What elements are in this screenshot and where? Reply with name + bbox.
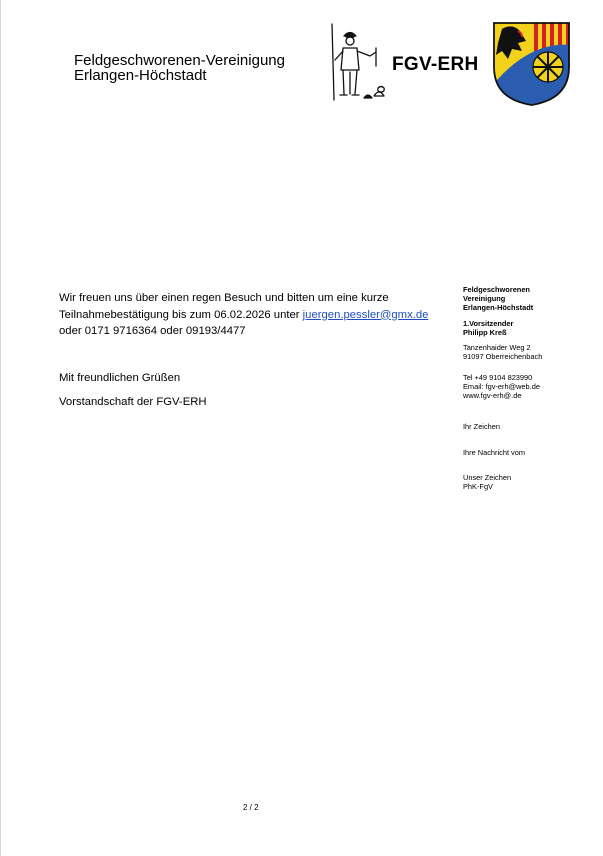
sidebar-unser-zeichen [463, 473, 593, 491]
sidebar-street: Tanzenhaider Weg 2 [463, 343, 531, 352]
signature: Vorstandschaft der FGV-ERH [59, 396, 207, 408]
sidebar-chair [463, 319, 593, 337]
organization-name-line1: Feldgeschworenen-Vereinigung [74, 52, 285, 69]
sidebar-address [463, 343, 593, 361]
page-number: 2 / 2 [243, 803, 259, 812]
sidebar-org-line2: Vereinigung [463, 294, 506, 303]
organization-name-line2: Erlangen-Höchstadt [74, 67, 207, 84]
letter-line-3: oder 0171 9716364 oder 09193/4477 [59, 325, 246, 337]
sidebar-ihre-nachricht: Ihre Nachricht vom [463, 448, 526, 457]
sidebar-unser-zeichen-label: Unser Zeichen [463, 473, 512, 482]
sidebar-email: Email: fgv-erh@web.de [463, 382, 540, 391]
sidebar-chair-name: Philipp Kreß [463, 328, 507, 337]
letter-line-2-text: Teilnahmebestätigung bis zum 06.02.2026 unter [59, 308, 303, 321]
sidebar-website: www.fgv-erh@.de [463, 391, 522, 400]
sidebar-contact [463, 373, 593, 400]
page-edge [0, 0, 1, 856]
organization-name [74, 53, 285, 83]
letter-line-1: Wir freuen uns über einen regen Besuch und bitten um eine kurze [59, 292, 389, 304]
greeting: Mit freundlichen Grüßen [59, 372, 181, 384]
sidebar-org-line1: Feldgeschworenen [463, 285, 530, 294]
sidebar-org-line3: Erlangen-Höchstadt [463, 303, 534, 312]
letter-paragraph [59, 290, 439, 340]
sidebar-phone: Tel +49 9104 823990 [463, 373, 533, 382]
sidebar-city: 91097 Oberreichenbach [463, 352, 543, 361]
sidebar-organization [463, 285, 593, 312]
brand-wordmark: FGV-ERH [392, 54, 479, 75]
sidebar-role: 1.Vorsitzender [463, 319, 514, 328]
field-juror-figure-logo [326, 22, 390, 106]
email-link[interactable]: juergen.pessler@gmx.de [302, 308, 429, 321]
letter-line-2 [59, 307, 439, 324]
coat-of-arms-logo [492, 21, 571, 107]
sidebar-unser-zeichen-value: PhK-FgV [463, 482, 493, 491]
sidebar-ihr-zeichen: Ihr Zeichen [463, 422, 500, 431]
